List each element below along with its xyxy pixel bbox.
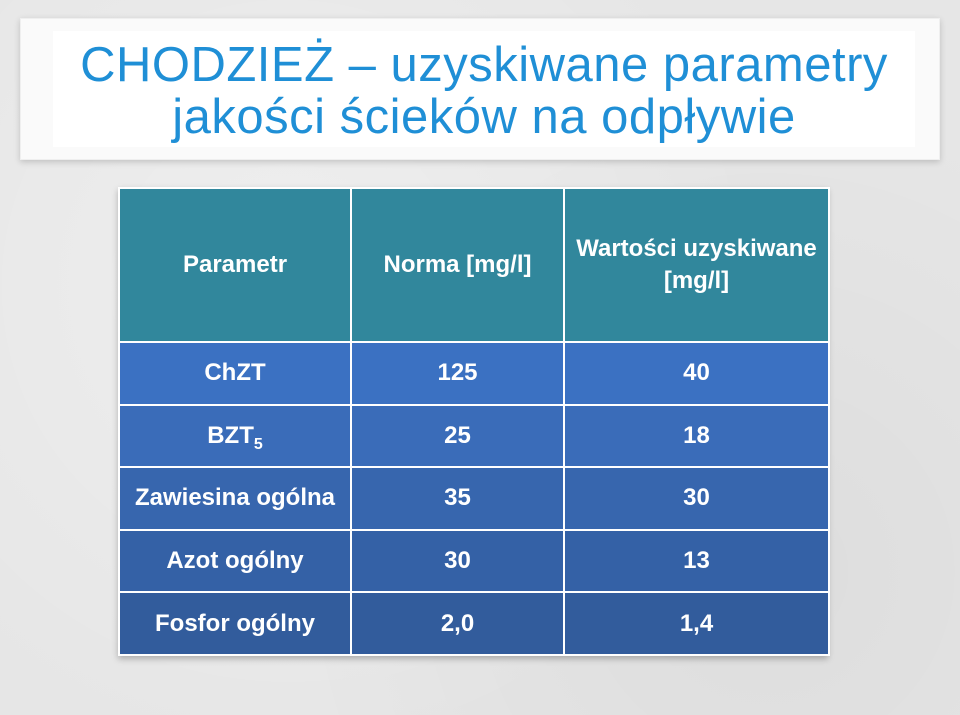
parameter-name: Fosfor ogólny: [155, 609, 315, 637]
slide-title-line-2: jakości ścieków na odpływie: [172, 90, 796, 144]
parameter-name: BZT: [207, 421, 254, 449]
header-norm: Norma [mg/l]: [351, 188, 564, 342]
parameter-name: ChZT: [204, 359, 266, 387]
slide-title: [53, 31, 915, 143]
header-value: Wartości uzyskiwane [mg/l]: [564, 188, 829, 342]
header-parameter: Parametr: [119, 188, 351, 342]
parameters-table-container: [118, 187, 828, 656]
cell-parameter: [119, 530, 351, 593]
cell-parameter: [119, 405, 351, 468]
table-header-row: [119, 188, 829, 342]
cell-norm: 30: [351, 530, 564, 593]
parameter-name: Zawiesina ogólna: [134, 484, 336, 512]
title-panel: [20, 18, 940, 160]
cell-value: 18: [564, 405, 829, 468]
cell-value: 1,4: [564, 592, 829, 655]
cell-value: 30: [564, 467, 829, 530]
table-row: [119, 592, 829, 655]
table-row: [119, 405, 829, 468]
cell-parameter: [119, 592, 351, 655]
slide-title-line-1: CHODZIEŻ – uzyskiwane parametry: [80, 38, 888, 92]
cell-norm: 25: [351, 405, 564, 468]
cell-value: 13: [564, 530, 829, 593]
table-row: [119, 530, 829, 593]
table-row: [119, 467, 829, 530]
cell-value: 40: [564, 342, 829, 405]
title-panel-inner: [53, 31, 915, 147]
cell-parameter: [119, 342, 351, 405]
cell-norm: 125: [351, 342, 564, 405]
parameters-table: [118, 187, 830, 656]
parameter-name: Azot ogólny: [166, 547, 304, 575]
cell-parameter: [119, 467, 351, 530]
cell-norm: 2,0: [351, 592, 564, 655]
table-row: [119, 342, 829, 405]
cell-norm: 35: [351, 467, 564, 530]
parameter-subscript: 5: [253, 435, 263, 453]
